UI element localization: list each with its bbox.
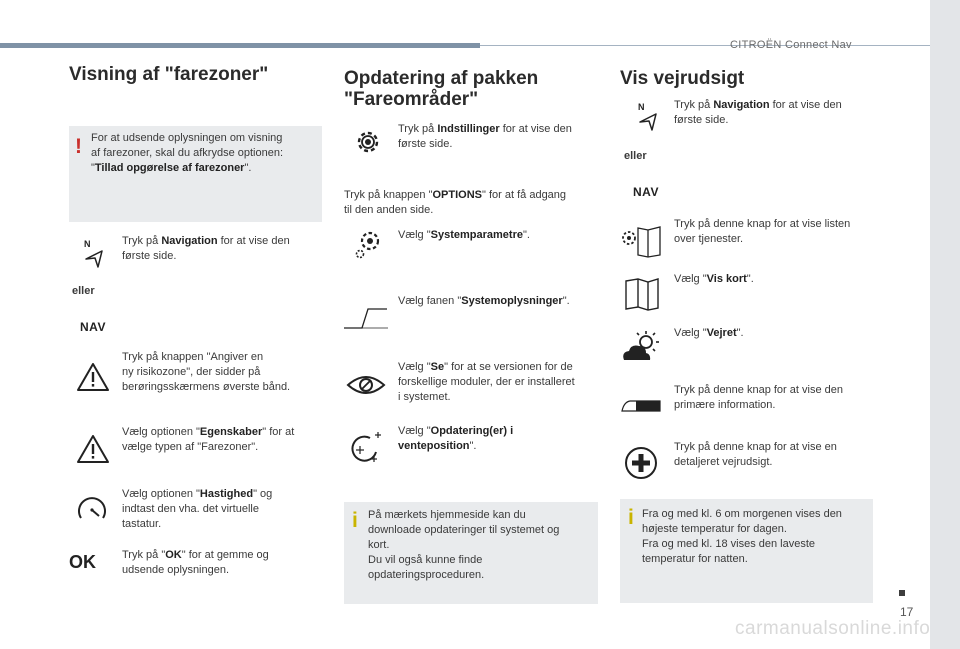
svg-text:N: N [84,239,91,249]
step-weather: Vælg "Vejret". [674,327,744,339]
tab-icon [342,306,390,330]
section-title-danger-zones: Visning af "farezoner" [69,64,269,85]
svg-text:N: N [638,102,645,112]
info-mark-icon: i [352,509,358,532]
page-marker [899,590,905,596]
warning-option-name: Tillad opgørelse af farezoner [94,162,245,174]
step-system-parameters: Vælg "Systemparametre". [398,229,530,241]
warning-box [69,126,322,222]
ok-button-icon: OK [69,552,96,572]
header-bar [0,43,480,48]
info-box: i På mærkets hjemmeside kan du downloade opdateringer til systemet og kort. Du vil også kunne finde opdateringsproceduren. [344,502,598,604]
info-box: i Fra og med kl. 6 om morgenen vises den højeste temperatur for dagen. Fra og med kl. 18 vises den laveste temperatur for natten. [620,499,873,603]
map-icon [620,276,662,312]
options-paragraph: Tryk på knappen "OPTIONS" for at få adgang til den anden side. [344,189,567,216]
header-brand: CITROËN Connect Nav [730,39,852,51]
section-title-update-package: Opdatering af pakken "Fareområder" [344,68,539,110]
navigation-icon [634,100,660,132]
warning-mark-icon: ! [75,135,82,158]
step-see-versions: Vælg "Se" for at se versionen for de forskellige moduler, der er installeret i systemet. [398,361,575,403]
warning-triangle-icon [76,434,110,464]
side-strip [930,0,960,649]
weather-icon [620,330,662,364]
or-label: eller [624,150,647,162]
plus-circle-icon [624,446,658,480]
section-title-weather: Vis vejrudsigt [620,68,745,89]
watermark: carmanualsonline.info [735,618,931,639]
page-number: 17 [900,605,914,619]
navigation-icon [80,237,106,269]
services-list-icon [620,224,662,258]
warning-triangle-icon [76,362,110,392]
step-speed: Vælg optionen "Hastighed" og indtast den vha. det virtuelle tastatur. [122,488,273,530]
step-detailed-forecast: Tryk på denne knap for at vise en detaljeret vejrudsigt. [674,441,837,468]
step-settings: Tryk på Indstillinger for at vise den første side. [398,123,572,150]
primary-info-icon [620,396,662,414]
pending-update-icon [348,430,384,466]
header-rule [480,45,930,46]
settings-gear-icon [354,128,382,156]
speedometer-icon [76,494,108,524]
view-eye-icon [346,371,386,399]
warning-text-line: af farezoner, skal du afkrydse optionen: [91,147,284,159]
warning-text-line: For at udsende oplysningen om visning [91,132,283,144]
system-parameters-icon [354,230,382,260]
step-system-info: Vælg fanen "Systemoplysninger". [398,295,570,307]
step-ok: Tryk på "OK" for at gemme og udsende oplysningen. [122,549,269,576]
or-label: eller [72,285,95,297]
step-navigation: Tryk på Navigation for at vise den første side. [122,235,290,262]
step-pending-updates: Vælg "Opdatering(er) i venteposition". [398,425,514,452]
step-primary-info: Tryk på denne knap for at vise den primære information. [674,384,843,411]
step-show-map: Vælg "Vis kort". [674,273,754,285]
info-mark-icon: i [628,506,634,529]
step-navigation: Tryk på Navigation for at vise den første side. [674,99,842,126]
step-services-list: Tryk på denne knap for at vise listen over tjenester. [674,218,851,245]
step-properties: Vælg optionen "Egenskaber" for at vælge typen af "Farezoner". [122,426,295,453]
step-add-risk-zone: Tryk på knappen "Angiver en ny risikozone", der sidder på berøringsskærmens øverste bånd. [122,351,291,393]
nav-button-icon: NAV [80,320,106,334]
nav-button-icon: NAV [633,185,659,199]
warning-text-line: "Tillad opgørelse af farezoner". [91,162,252,174]
